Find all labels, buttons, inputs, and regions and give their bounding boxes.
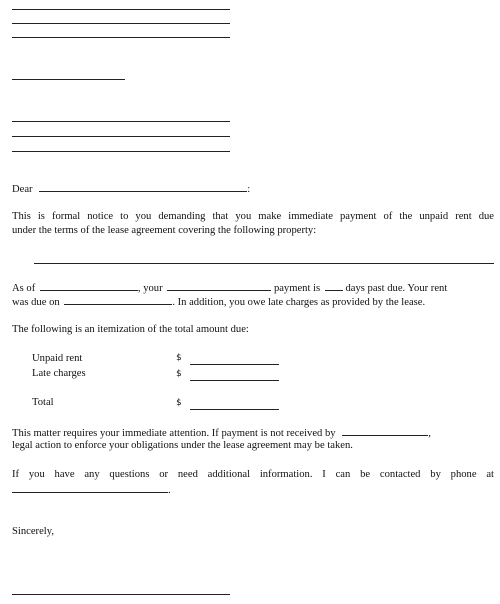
questions-line-1: If you have any questions or need additional information. I can be contacted by phone at	[12, 469, 494, 480]
sender-address-line-2[interactable]	[12, 23, 230, 24]
was-due-on-line	[12, 294, 425, 309]
sender-address-line-3[interactable]	[12, 37, 230, 38]
itemization-intro: The following is an itemization of the total amount due:	[12, 324, 249, 335]
as-of-text: As of	[12, 283, 36, 294]
payment-deadline-blank[interactable]	[342, 425, 428, 436]
intro-line-2: under the terms of the lease agreement covering the following property:	[12, 225, 317, 236]
closing: Sincerely,	[12, 526, 54, 537]
signature-line[interactable]	[12, 594, 230, 595]
attention-line-1-end: ,	[428, 428, 431, 439]
recipient-address-line-2[interactable]	[12, 136, 230, 137]
property-address-line[interactable]	[34, 263, 494, 264]
days-past-due-blank[interactable]	[325, 280, 343, 291]
salutation-text: Dear	[12, 184, 33, 195]
questions-line-2	[12, 482, 171, 497]
was-due-on-text: was due on	[12, 297, 60, 308]
item-late-charges-currency: $	[176, 369, 182, 379]
recipient-address-line-1[interactable]	[12, 121, 230, 122]
late-charges-amount-blank[interactable]	[190, 380, 279, 381]
sender-address-line-1[interactable]	[12, 9, 230, 10]
late-charges-sentence: . In addition, you owe late charges as provided by the lease.	[172, 297, 426, 308]
attention-line-2: legal action to enforce your obligations under the lease agreement may be taken.	[12, 440, 353, 451]
intro-line-1: This is formal notice to you demanding that you make immediate payment of the unpaid rent due	[12, 211, 494, 222]
days-past-due-text: days past due. Your rent	[345, 283, 448, 294]
attention-line-1	[12, 425, 431, 440]
your-text: , your	[137, 283, 163, 294]
item-late-charges-label: Late charges	[32, 368, 86, 379]
item-unpaid-rent-label: Unpaid rent	[32, 353, 83, 364]
due-date-blank[interactable]	[64, 294, 172, 305]
payment-is-text: payment is	[273, 283, 321, 294]
recipient-name-blank[interactable]	[39, 181, 247, 192]
as-of-line	[12, 280, 447, 295]
salutation-end: :	[247, 184, 251, 195]
total-amount-blank[interactable]	[190, 409, 279, 410]
item-unpaid-rent-currency: $	[176, 353, 182, 363]
rent-period-blank[interactable]	[167, 280, 271, 291]
phone-number-blank[interactable]	[12, 482, 168, 493]
date-line[interactable]	[12, 79, 125, 80]
questions-line-2-end: .	[168, 485, 171, 496]
recipient-address-line-3[interactable]	[12, 151, 230, 152]
as-of-date-blank[interactable]	[40, 280, 138, 291]
unpaid-rent-amount-blank[interactable]	[190, 364, 279, 365]
salutation	[12, 181, 250, 196]
total-currency: $	[176, 398, 182, 408]
total-label: Total	[32, 397, 54, 408]
attention-text: This matter requires your immediate attention. If payment is not received by	[12, 428, 336, 439]
